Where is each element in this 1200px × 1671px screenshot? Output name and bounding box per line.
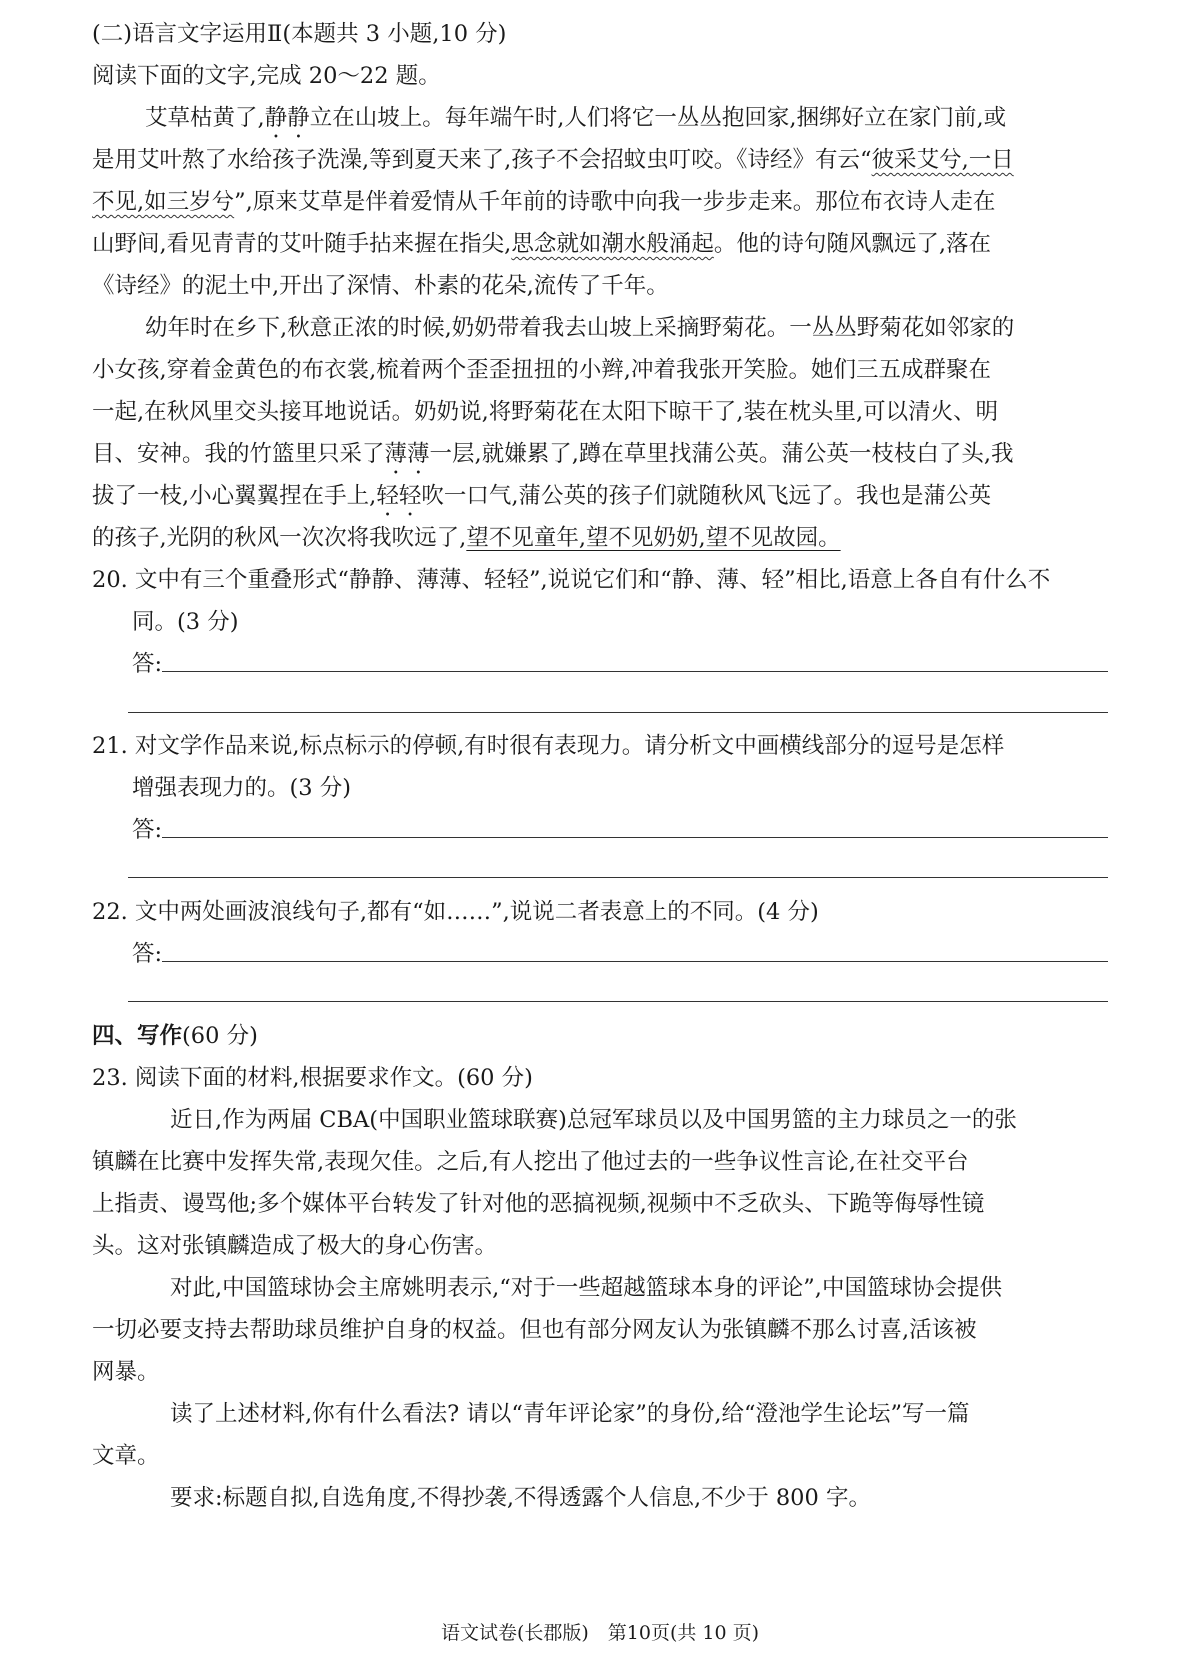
text-span: 的孩子,光阴的秋风一次次将我吹远了, (92, 525, 467, 551)
material-line: 镇麟在比赛中发挥失常,表现欠佳。之后,有人挖出了他过去的一些争议性言论,在社交平台 (92, 1149, 969, 1175)
text-span: 山野间,看见青青的艾叶随手拈来握在指尖, (92, 231, 512, 257)
wavy-underlined-text: 思念就如潮水般涌起 (511, 231, 714, 257)
passage-line: 《诗经》的泥土中,开出了深情、朴素的花朵,流传了千年。 (92, 273, 669, 299)
question-21-cont: 增强表现力的。(3 分) (132, 775, 352, 801)
material-line: 一切必要支持去帮助球员维护自身的权益。但也有部分网友认为张镇麟不那么讨喜,活该被 (92, 1317, 977, 1343)
text-span: 是用艾叶熬了水给孩子洗澡,等到夏天来了,孩子不会招蚊虫叮咬。《诗经》有云“ (92, 147, 872, 173)
material-line: 头。这对张镇麟造成了极大的身心伤害。 (92, 1233, 498, 1259)
emphasis-dot-char: 静 (287, 105, 310, 131)
section-header: (二)语言文字运用Ⅱ(本题共 3 小题,10 分) (92, 21, 507, 47)
passage-line (92, 141, 1014, 179)
passage-line (92, 519, 841, 557)
material-line: 近日,作为两届 CBA(中国职业篮球联赛)总冠军球员以及中国男篮的主力球员之一的张 (170, 1107, 1017, 1133)
wavy-underlined-text: 不见,如三岁兮 (92, 189, 235, 215)
requirement-line: 要求:标题自拟,自选角度,不得抄袭,不得透露个人信息,不少于 800 字。 (170, 1485, 871, 1511)
section-header-title: 四、写作 (92, 1023, 183, 1049)
emphasis-dot-char: 薄 (384, 441, 408, 467)
underlined-text: 望不见童年,望不见奶奶,望不见故园。 (466, 525, 841, 551)
answer-label: 答: (132, 817, 163, 843)
answer-line[interactable] (162, 837, 1108, 838)
passage-line: 小女孩,穿着金黄色的布衣裳,梳着两个歪歪扭扭的小辫,冲着我张开笑脸。她们三五成群聚在 (92, 357, 991, 383)
passage-line: 一起,在秋风里交头接耳地说话。奶奶说,将野菊花在太阳下晾干了,装在枕头里,可以清火、明 (92, 399, 999, 425)
emphasis-dot-char: 轻 (398, 483, 422, 509)
page-footer: 语文试卷(长郡版) 第10页(共 10 页) (440, 1622, 760, 1644)
text-span: 一层,就嫌累了,蹲在草里找蒲公英。蒲公英一枝枝白了头,我 (429, 441, 1014, 467)
emphasis-dot-char: 静 (264, 105, 288, 131)
material-line: 对此,中国篮球协会主席姚明表示,“对于一些超越篮球本身的评论”,中国篮球协会提供 (170, 1275, 1002, 1301)
emphasis-dot-char: 薄 (407, 441, 430, 467)
question-21: 21. 对文学作品来说,标点标示的停顿,有时很有表现力。请分析文中画横线部分的逗号是怎样 (92, 733, 1005, 759)
text-span: 吹一口气,蒲公英的孩子们就随秋风飞远了。我也是蒲公英 (421, 483, 991, 509)
wavy-underlined-text: 彼采艾兮,一日 (871, 147, 1014, 173)
answer-label: 答: (132, 941, 163, 967)
passage-line (92, 477, 991, 515)
text-span: 。他的诗句随风飘远了,落在 (713, 231, 991, 257)
material-line: 网暴。 (92, 1359, 160, 1385)
section-header (92, 1017, 258, 1055)
prompt-line: 读了上述材料,你有什么看法? 请以“青年评论家”的身份,给“澄池学生论坛”写一篇 (170, 1401, 970, 1427)
text-span: 目、安神。我的竹篮里只采了 (92, 441, 385, 467)
answer-line[interactable] (162, 671, 1108, 672)
answer-line[interactable] (128, 877, 1108, 878)
passage-line (145, 99, 1006, 137)
text-span: ”,原来艾草是伴着爱情从千年前的诗歌中向我一步步走来。那位布衣诗人走在 (234, 189, 996, 215)
passage-line: 幼年时在乡下,秋意正浓的时候,奶奶带着我去山坡上采摘野菊花。一丛丛野菊花如邻家的 (145, 315, 1015, 341)
section-instruction: 阅读下面的文字,完成 20～22 题。 (92, 63, 441, 89)
answer-line[interactable] (162, 961, 1108, 962)
section-header-score: (60 分) (182, 1023, 258, 1049)
text-span: 立在山坡上。每年端午时,人们将它一丛丛抱回家,捆绑好立在家门前,或 (309, 105, 1007, 131)
question-23: 23. 阅读下面的材料,根据要求作文。(60 分) (92, 1065, 533, 1091)
answer-line[interactable] (128, 712, 1108, 713)
prompt-line: 文章。 (92, 1443, 160, 1469)
passage-line (92, 183, 995, 221)
emphasis-dot-char: 轻 (376, 483, 399, 509)
answer-line[interactable] (128, 1001, 1108, 1002)
question-20-cont: 同。(3 分) (132, 609, 239, 635)
question-20: 20. 文中有三个重叠形式“静静、薄薄、轻轻”,说说它们和“静、薄、轻”相比,语意上各自有什么不 (92, 567, 1051, 593)
passage-line (92, 225, 991, 263)
answer-label: 答: (132, 651, 163, 677)
text-span: 艾草枯黄了, (145, 105, 265, 131)
question-22: 22. 文中两处画波浪线句子,都有“如……”,说说二者表意上的不同。(4 分) (92, 899, 819, 925)
material-line: 上指责、谩骂他;多个媒体平台转发了针对他的恶搞视频,视频中不乏砍头、下跪等侮辱性镜 (92, 1191, 985, 1217)
text-span: 拔了一枝,小心翼翼捏在手上, (92, 483, 377, 509)
passage-line (92, 435, 1014, 473)
